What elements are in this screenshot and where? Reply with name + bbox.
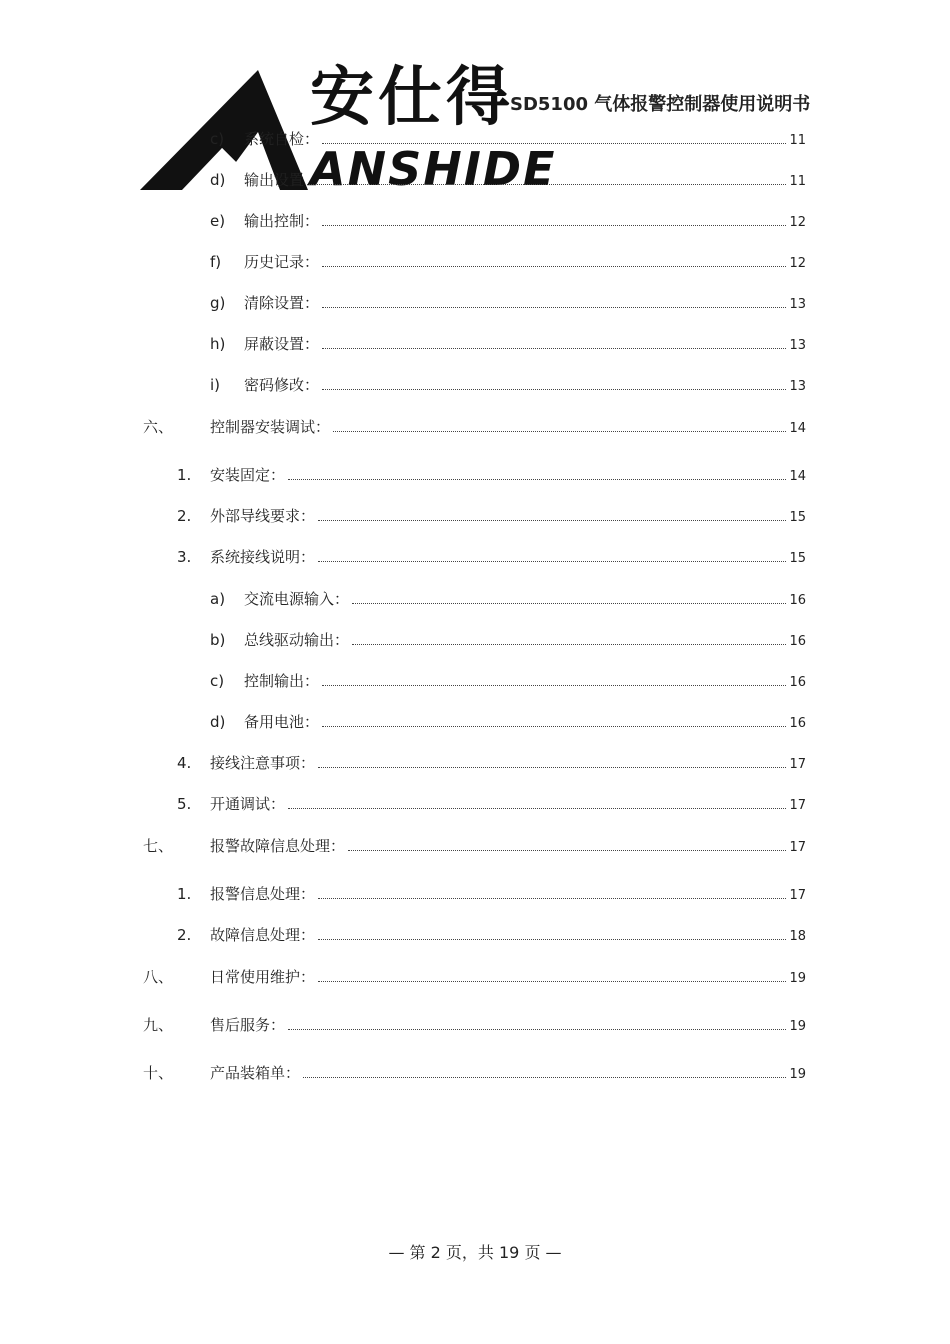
toc-entry[interactable] xyxy=(0,1062,950,1084)
toc-entry[interactable] xyxy=(0,835,950,857)
toc-entry[interactable] xyxy=(0,883,950,905)
toc-entry-number: 5. xyxy=(177,795,192,813)
toc-entry-number: 六、 xyxy=(143,418,174,436)
toc-dot-leader xyxy=(318,898,786,899)
toc-dot-leader xyxy=(322,225,786,226)
toc-dot-leader xyxy=(322,348,786,349)
toc-dot-leader xyxy=(352,644,786,645)
toc-dot-leader xyxy=(288,479,786,480)
page-footer: — 第 2 页，共 19 页 — xyxy=(388,1243,562,1262)
toc-entry-number: 八、 xyxy=(143,968,174,986)
toc-entry-page: 12 xyxy=(789,215,806,230)
toc-dot-leader xyxy=(318,561,786,562)
toc-entry-page: 15 xyxy=(789,510,806,525)
toc-entry[interactable] xyxy=(0,966,950,988)
toc-entry-number: 九、 xyxy=(143,1016,174,1034)
toc-entry-title: 输出控制： xyxy=(244,212,320,230)
toc-entry-title: 总线驱动输出： xyxy=(244,631,350,649)
toc-entry-page: 19 xyxy=(789,1019,806,1034)
toc-entry-number: 2. xyxy=(177,926,192,944)
toc-entry-page: 13 xyxy=(789,297,806,312)
toc-entry-number: 十、 xyxy=(143,1064,174,1082)
toc-entry-page: 12 xyxy=(789,256,806,271)
toc-dot-leader xyxy=(352,603,786,604)
toc-entry-title: 接线注意事项： xyxy=(210,754,316,772)
toc-dot-leader xyxy=(322,266,786,267)
toc-entry-page: 14 xyxy=(789,421,806,436)
toc-entry-page: 16 xyxy=(789,716,806,731)
toc-entry-title: 故障信息处理： xyxy=(210,926,316,944)
toc-entry-number: 4. xyxy=(177,754,192,772)
logo-english-text: ANSHIDE xyxy=(310,142,557,196)
toc-entry-page: 16 xyxy=(789,675,806,690)
toc-entry[interactable] xyxy=(0,333,950,355)
toc-entry[interactable] xyxy=(0,416,950,438)
toc-entry[interactable] xyxy=(0,752,950,774)
toc-entry-page: 16 xyxy=(789,593,806,608)
toc-entry-number: 七、 xyxy=(143,837,174,855)
toc-entry[interactable] xyxy=(0,169,950,191)
toc-entry-page: 11 xyxy=(789,133,806,148)
toc-entry-title: 密码修改： xyxy=(244,376,320,394)
toc-entry-number: c) xyxy=(210,130,225,148)
toc-entry[interactable] xyxy=(0,1014,950,1036)
toc-entry[interactable] xyxy=(0,629,950,651)
toc-entry-number: i) xyxy=(210,376,221,394)
toc-entry-title: 备用电池： xyxy=(244,713,320,731)
toc-entry-title: 报警信息处理： xyxy=(210,885,316,903)
logo-chinese-text: 安仕得 xyxy=(310,61,514,135)
toc-entry-number: b) xyxy=(210,631,226,649)
toc-entry-number: h) xyxy=(210,335,226,353)
toc-entry-title: 系统自检： xyxy=(244,130,320,148)
toc-entry-page: 11 xyxy=(789,174,806,189)
toc-entry-title: 日常使用维护： xyxy=(210,968,316,986)
toc-dot-leader xyxy=(288,808,786,809)
toc-entry-title: 安装固定： xyxy=(210,466,286,484)
toc-entry-title: 屏蔽设置： xyxy=(244,335,320,353)
toc-entry-number: 2. xyxy=(177,507,192,525)
toc-entry-title: 售后服务： xyxy=(210,1016,286,1034)
document-title: SD5100 气体报警控制器使用说明书 xyxy=(510,94,811,115)
toc-dot-leader xyxy=(318,520,786,521)
toc-entry-number: e) xyxy=(210,212,226,230)
toc-entry-number: 1. xyxy=(177,885,192,903)
toc-entry-title: 外部导线要求： xyxy=(210,507,316,525)
toc-entry-number: f) xyxy=(210,253,222,271)
toc-entry-title: 开通调试： xyxy=(210,795,286,813)
toc-entry-number: a) xyxy=(210,590,226,608)
toc-entry-page: 17 xyxy=(789,840,806,855)
toc-entry[interactable] xyxy=(0,588,950,610)
toc-entry-page: 19 xyxy=(789,1067,806,1082)
toc-dot-leader xyxy=(333,431,786,432)
toc-entry-title: 历史记录： xyxy=(244,253,320,271)
toc-entry-page: 16 xyxy=(789,634,806,649)
toc-dot-leader xyxy=(322,389,786,390)
toc-entry-title: 交流电源输入： xyxy=(244,590,350,608)
toc-entry[interactable] xyxy=(0,128,950,150)
toc-entry[interactable] xyxy=(0,464,950,486)
toc-entry[interactable] xyxy=(0,292,950,314)
toc-entry-page: 17 xyxy=(789,888,806,903)
toc-entry-page: 14 xyxy=(789,469,806,484)
toc-entry-page: 13 xyxy=(789,379,806,394)
toc-entry-page: 18 xyxy=(789,929,806,944)
toc-entry[interactable] xyxy=(0,505,950,527)
toc-entry[interactable] xyxy=(0,210,950,232)
toc-dot-leader xyxy=(288,1029,786,1030)
toc-entry-title: 清除设置： xyxy=(244,294,320,312)
toc-entry-page: 19 xyxy=(789,971,806,986)
toc-entry-number: d) xyxy=(210,713,226,731)
toc-dot-leader xyxy=(322,726,786,727)
toc-dot-leader xyxy=(303,1077,786,1078)
toc-entry-title: 系统接线说明： xyxy=(210,548,316,566)
toc-entry[interactable] xyxy=(0,711,950,733)
toc-entry-title: 产品装箱单： xyxy=(210,1064,301,1082)
toc-entry-page: 17 xyxy=(789,798,806,813)
toc-entry-page: 13 xyxy=(789,338,806,353)
toc-dot-leader xyxy=(322,307,786,308)
toc-entry-number: d) xyxy=(210,171,226,189)
toc-entry-number: g) xyxy=(210,294,226,312)
toc-entry-title: 控制输出： xyxy=(244,672,320,690)
toc-entry-title: 报警故障信息处理： xyxy=(210,837,346,855)
toc-entry[interactable] xyxy=(0,670,950,692)
toc-entry-page: 17 xyxy=(789,757,806,772)
toc-entry-page: 15 xyxy=(789,551,806,566)
toc-entry[interactable] xyxy=(0,924,950,946)
toc-dot-leader xyxy=(318,767,786,768)
toc-entry-number: c) xyxy=(210,672,225,690)
toc-dot-leader xyxy=(348,850,786,851)
toc-dot-leader xyxy=(322,685,786,686)
toc-entry-number: 3. xyxy=(177,548,192,566)
toc-dot-leader xyxy=(318,939,786,940)
toc-entry[interactable] xyxy=(0,374,950,396)
toc-entry[interactable] xyxy=(0,546,950,568)
toc-entry-title: 控制器安装调试： xyxy=(210,418,331,436)
toc-dot-leader xyxy=(318,981,786,982)
toc-entry[interactable] xyxy=(0,793,950,815)
toc-entry-title: 输出设置 xyxy=(244,171,305,189)
toc-entry-number: 1. xyxy=(177,466,192,484)
toc-dot-leader xyxy=(307,184,786,185)
toc-entry[interactable] xyxy=(0,251,950,273)
toc-dot-leader xyxy=(322,143,786,144)
